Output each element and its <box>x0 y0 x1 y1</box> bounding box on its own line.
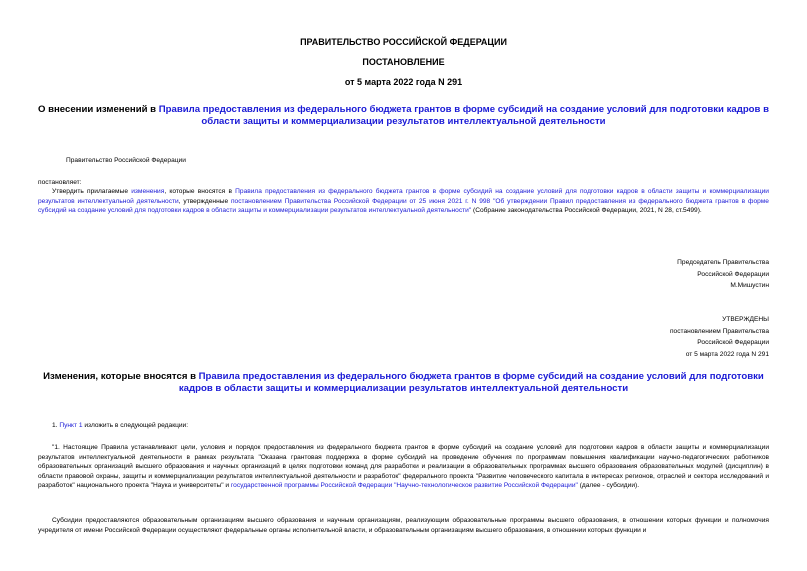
paragraph-text: "1. Настоящие Правила устанавливают цели, условия и порядок предоставления из федерального бюджета грантов в форме субсидий на создание условий для подготовки кадров в области защиты и коммерциализации результатов интеллектуальной деятельности в рамках результата "Оказана грантовая поддержка в форме субсидий на проведение обучения по программам повышения квалификации научно-педагогических работников образовательных организаций высшего образования и научных организаций в целях подготовки команд для разработки и реализации в образовательных программах высшего образования образовательных модулей (дисциплин) в области правовой охраны, защиты и коммерциализации результатов интеллектуальной деятельности и разработок" федерального проекта "Развитие человеческого капитала в интересах регионов, отраслей и сектора исследований и разработок" национального проекта "Наука и университеты" и <box>38 444 769 490</box>
inline-link[interactable]: Правила предоставления из федерального бюджета грантов в форме субсидий на создание условий для подготовки кадров в области защиты и коммерциализации результатов интеллектуальной деятельности <box>38 188 769 205</box>
approval-block <box>670 314 769 360</box>
paragraph-text: , которые вносятся в <box>164 188 236 195</box>
item-1-text: изложить в следующей редакции: <box>82 422 189 429</box>
document-type: ПОСТАНОВЛЕНИЕ <box>362 57 445 67</box>
signature-line: Председатель Правительства <box>677 259 769 266</box>
signature-line: М.Мишустин <box>730 282 769 289</box>
signature-block <box>677 257 769 292</box>
inline-link[interactable]: постановлением Правительства Российской Федерации от 25 июня 2021 г. N 998 "Об утверждении Правил предоставления из федерального бюджета грантов в форме субсидий на создание условий для подготовки кадров в области защиты и коммерциализации результатов интеллектуальной деятельности" <box>38 197 769 215</box>
item-1-number: 1. <box>52 422 60 429</box>
approval-paragraph <box>38 187 769 216</box>
paragraph-text: Утвердить прилагаемые <box>52 188 132 195</box>
item-1-link[interactable]: Пункт 1 <box>59 422 83 429</box>
approval-line: постановлением Правительства <box>669 327 769 335</box>
title-prefix: О внесении изменений в <box>37 104 159 115</box>
subsidy-paragraph: Субсидии предоставляются образовательным организациям высшего образования и научным организациям, реализующим образовательные программы высшего образования, в отношении которых функции и полномочия учредителя от имени Российской Федерации осуществляют федеральные органы исполнительной власти, и образовательным организациям высшего образования, в отношении которых функции и <box>38 517 769 534</box>
item-1 <box>52 421 188 430</box>
inline-link[interactable]: изменения <box>131 188 165 195</box>
decides-text: постановляет: <box>38 179 82 186</box>
paragraph-text: (далее - субсидии). <box>577 482 640 490</box>
quote-paragraph <box>38 443 769 491</box>
signature-line: Российской Федерации <box>697 270 769 278</box>
paragraph-text: , утвержденные <box>178 197 231 205</box>
document-date-number: от 5 марта 2022 года N 291 <box>344 77 463 87</box>
changes-title-prefix: Изменения, которые вносятся в <box>43 371 199 382</box>
title-link[interactable]: Правила предоставления из федерального бюджета грантов в форме субсидий на создание условий для подготовки кадров в области защиты и коммерциализации результатов интеллектуальной деятельности <box>158 104 770 127</box>
approval-line: Российской Федерации <box>697 339 769 346</box>
inline-link[interactable]: государственной программы Российской Федерации "Научно-технологическое развитие Российской Федерации" <box>230 482 578 490</box>
issuer-text: Правительство Российской Федерации <box>66 157 186 164</box>
changes-title-link[interactable]: Правила предоставления из федерального бюджета грантов в форме субсидий на создание условий для подготовки кадров в области защиты и коммерциализации результатов интеллектуальной деятельности <box>178 371 764 394</box>
approval-line: от 5 марта 2022 года N 291 <box>685 350 769 358</box>
government-heading: ПРАВИТЕЛЬСТВО РОССИЙСКОЙ ФЕДЕРАЦИИ <box>300 37 507 47</box>
paragraph-text: (Собрание законодательства Российской Федерации, 2021, N 28, ст.5499). <box>471 207 702 215</box>
approval-line: УТВЕРЖДЕНЫ <box>722 316 769 323</box>
changes-title <box>36 371 771 395</box>
document-title <box>36 104 771 128</box>
